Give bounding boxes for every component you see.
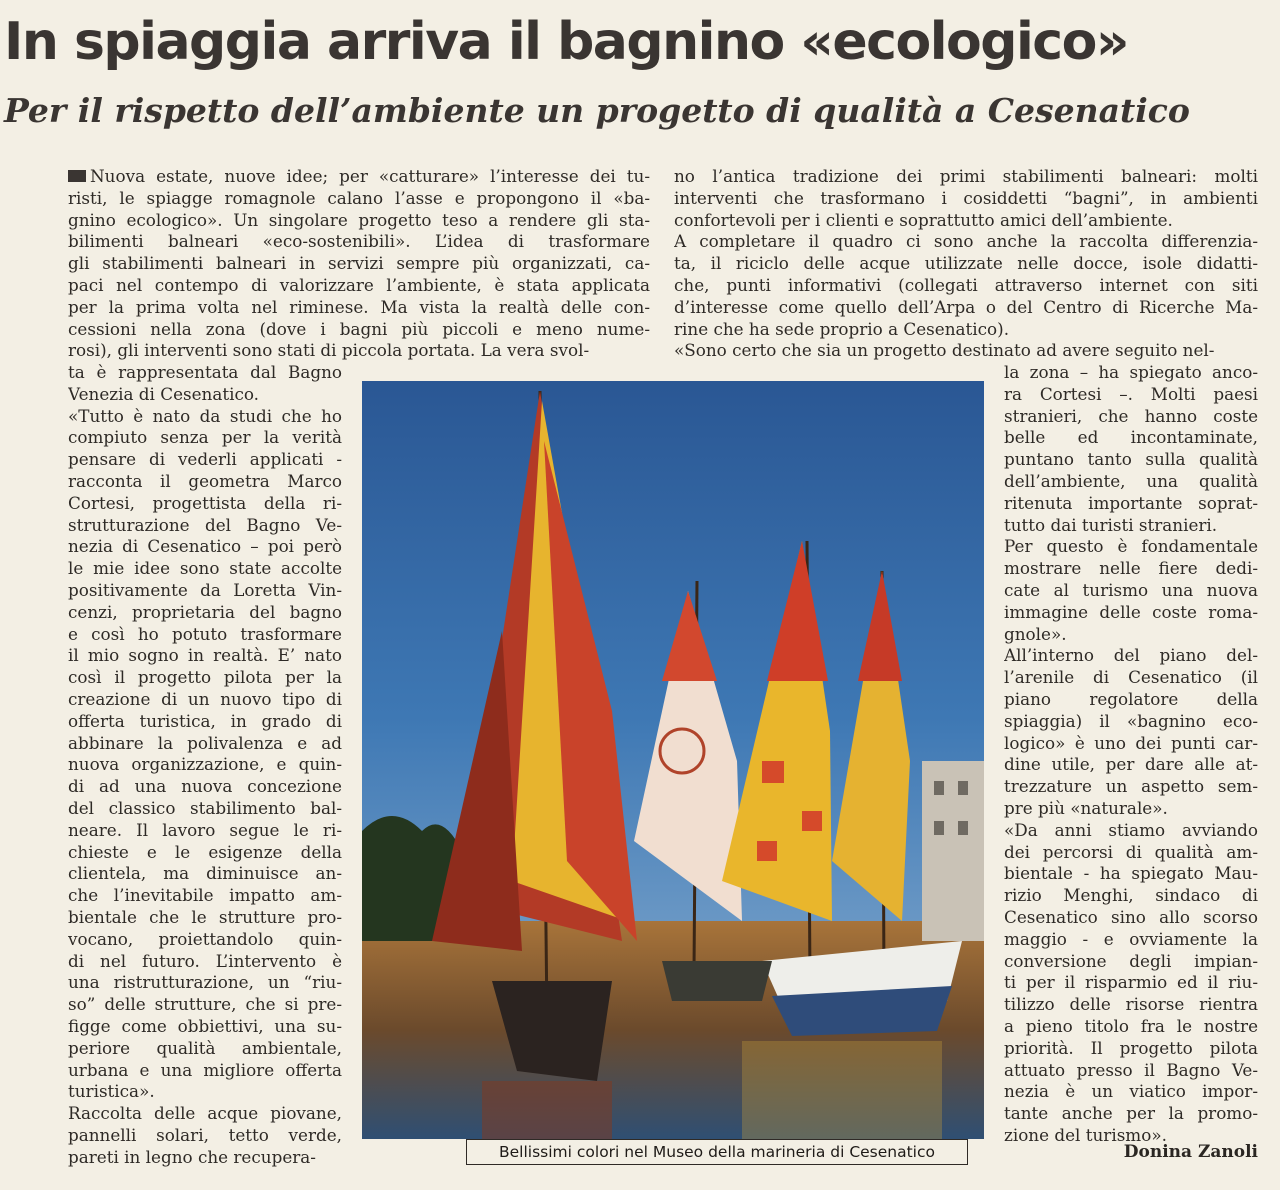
text-line: belle ed incontaminate,: [1004, 427, 1258, 448]
text-line: figge come obbiettivi, una su-: [68, 1015, 342, 1036]
text-line: offerta turistica, in grado di: [68, 710, 342, 731]
text-line: creazione di un nuovo tipo di: [68, 688, 342, 709]
text-line: interventi che trasformano i cosiddetti “bagni”, in ambienti: [674, 187, 1258, 208]
text-line: per la prima volta nel riminese. Ma vista la realtà delle con-: [68, 296, 650, 317]
text-line: cate al turismo una nuova: [1004, 579, 1258, 600]
text-line: nezia è un viatico impor-: [1004, 1081, 1258, 1102]
text-line: mostrare nelle fiere dedi-: [1004, 558, 1258, 579]
text-line: il mio sogno in realtà. E’ nato: [68, 645, 342, 666]
text-line: gli stabilimenti balneari in servizi sempre più organizzati, ca-: [68, 253, 650, 274]
text-line: zione del turismo».: [1004, 1124, 1167, 1145]
text-line: priorità. Il progetto pilota: [1004, 1037, 1258, 1058]
text-line: ti per il risparmio ed il riu-: [1004, 972, 1258, 993]
text-line: immagine delle coste roma-: [1004, 601, 1258, 622]
text-line: no l’antica tradizione dei primi stabilimenti balneari: molti: [674, 166, 1258, 186]
text-line: di nel futuro. L’intervento è: [68, 950, 342, 971]
text-line: gnino ecologico». Un singolare progetto teso a rendere gli sta-: [68, 209, 650, 230]
text-line: rosi), gli interventi sono stati di piccola portata. La vera svol-: [68, 340, 590, 361]
text-line: A completare il quadro ci sono anche la raccolta differenzia-: [674, 231, 1258, 252]
text-line: ra Cortesi –. Molti paesi: [1004, 383, 1258, 404]
text-line: e così ho potuto trasformare: [68, 623, 342, 644]
text-line: nezia di Cesenatico – poi però: [68, 536, 342, 557]
headline: In spiaggia arriva il bagnino «ecologico»: [4, 12, 1128, 72]
text-line: bientale che le strutture pro-: [68, 906, 342, 927]
text-line: tante anche per la promo-: [1004, 1103, 1258, 1124]
text-line: le mie idee sono state accolte: [68, 558, 342, 579]
text-line: una ristrutturazione, un “riu-: [68, 972, 342, 993]
text-line: bilimenti balneari «eco-sostenibili». L’idea di trasformare: [68, 231, 650, 252]
text-line: so” delle strutture, che si pre-: [68, 994, 342, 1015]
text-line: «Da anni stiamo avviando: [1004, 819, 1258, 840]
text-line: turistica».: [68, 1081, 155, 1102]
column-left-top: [68, 166, 650, 362]
text-line: vocano, proiettandolo quin-: [68, 928, 342, 949]
text-line: a pieno titolo fra le nostre: [1004, 1015, 1258, 1036]
text-line: racconta il geometra Marco: [68, 470, 342, 491]
text-line: Nuova estate, nuove idee; per «catturare» l’interesse dei tu-: [68, 166, 650, 188]
text-line: Cesenatico sino allo scorso: [1004, 906, 1258, 927]
text-line: così il progetto pilota per la: [68, 667, 342, 688]
text-line: risti, le spiagge romagnole calano l’asse e propongono il «ba-: [68, 187, 650, 208]
text-line: pareti in legno che recupera-: [68, 1146, 316, 1167]
text-line: dell’ambiente, una qualità: [1004, 470, 1258, 491]
text-line: piano regolatore della: [1004, 688, 1258, 709]
text-line: di ad una nuova concezione: [68, 776, 342, 797]
text-line: paci nel contempo di valorizzare l’ambiente, è stata applicata: [68, 274, 650, 295]
column-left-narrow: [68, 362, 342, 1168]
text-line: ta è rappresentata dal Bagno: [68, 362, 342, 382]
text-line: del classico stabilimento bal-: [68, 797, 342, 818]
text-line: All’interno del piano del-: [1004, 645, 1258, 666]
text-line: abbinare la polivalenza e ad: [68, 732, 342, 753]
subheadline: Per il rispetto dell’ambiente un progetto di qualità a Cesenatico: [4, 91, 1190, 130]
text-line: bientale - ha spiegato Mau-: [1004, 863, 1258, 884]
text-line: d’interesse come quello dell’Arpa o del Centro di Ricerche Ma-: [674, 296, 1258, 317]
text-line: ta, il riciclo delle acque utilizzate nelle docce, isole didatti-: [674, 253, 1258, 274]
text-line: «Tutto è nato da studi che ho: [68, 405, 342, 426]
column-right-narrow: [1004, 362, 1258, 1147]
text-line: che l’inevitabile impatto am-: [68, 885, 342, 906]
text-line: spiaggia) il «bagnino eco-: [1004, 710, 1258, 731]
text-line: chieste e le esigenze della: [68, 841, 342, 862]
text-line: periore qualità ambientale,: [68, 1037, 342, 1058]
text-line: cessioni nella zona (dove i bagni più piccoli e meno nume-: [68, 318, 650, 339]
text-line: Venezia di Cesenatico.: [68, 383, 260, 404]
text-line: pannelli solari, tetto verde,: [68, 1124, 342, 1145]
text-line: ritenuta importante soprat-: [1004, 492, 1258, 513]
text-line: gnole».: [1004, 623, 1067, 644]
text-line: dei percorsi di qualità am-: [1004, 841, 1258, 862]
text-line: compiuto senza per la verità: [68, 427, 342, 448]
text-line: confortevoli per i clienti e soprattutto amici dell’ambiente.: [674, 209, 1173, 230]
text-line: pensare di vederli applicati -: [68, 449, 342, 470]
text-line: clientela, ma diminuisce an-: [68, 863, 342, 884]
text-line: puntano tanto sulla qualità: [1004, 449, 1258, 470]
text-line: logico» è uno dei punti car-: [1004, 732, 1258, 753]
text-line: urbana e una migliore offerta: [68, 1059, 342, 1080]
text-line: rizio Menghi, sindaco di: [1004, 885, 1258, 906]
text-line: neare. Il lavoro segue le ri-: [68, 819, 342, 840]
column-right-top: [674, 166, 1258, 362]
text-line: Cortesi, progettista della ri-: [68, 492, 342, 513]
text-line: rine che ha sede proprio a Cesenatico).: [674, 318, 1010, 339]
text-line: trezzature un aspetto sem-: [1004, 776, 1258, 797]
text-line: Raccolta delle acque piovane,: [68, 1103, 342, 1124]
text-line: conversione degli impian-: [1004, 950, 1258, 971]
photo-sailboats: [362, 381, 984, 1139]
text-line: pre più «naturale».: [1004, 797, 1168, 818]
photo-caption: Bellissimi colori nel Museo della marineria di Cesenatico: [466, 1139, 968, 1165]
text-line: strutturazione del Bagno Ve-: [68, 514, 342, 535]
text-line: maggio - e ovviamente la: [1004, 928, 1258, 949]
paragraph-marker-icon: [68, 170, 86, 182]
byline: Donina Zanoli: [1123, 1142, 1258, 1162]
text-line: «Sono certo che sia un progetto destinato ad avere seguito nel-: [674, 340, 1215, 361]
text-line: cenzi, proprietaria del bagno: [68, 601, 342, 622]
text-line: tutto dai turisti stranieri.: [1004, 514, 1218, 535]
text-line: che, punti informativi (collegati attraverso internet con siti: [674, 274, 1258, 295]
text-line: la zona – ha spiegato anco-: [1004, 362, 1258, 382]
text-line: positivamente da Loretta Vin-: [68, 579, 342, 600]
text-line: tilizzo delle risorse rientra: [1004, 994, 1258, 1015]
text-line: stranieri, che hanno coste: [1004, 405, 1258, 426]
text-line: l’arenile di Cesenatico (il: [1004, 667, 1258, 688]
text-line: attuato presso il Bagno Ve-: [1004, 1059, 1258, 1080]
text-line: nuova organizzazione, e quin-: [68, 754, 342, 775]
text-line: Per questo è fondamentale: [1004, 536, 1258, 557]
text-line: dine utile, per dare alle at-: [1004, 754, 1258, 775]
